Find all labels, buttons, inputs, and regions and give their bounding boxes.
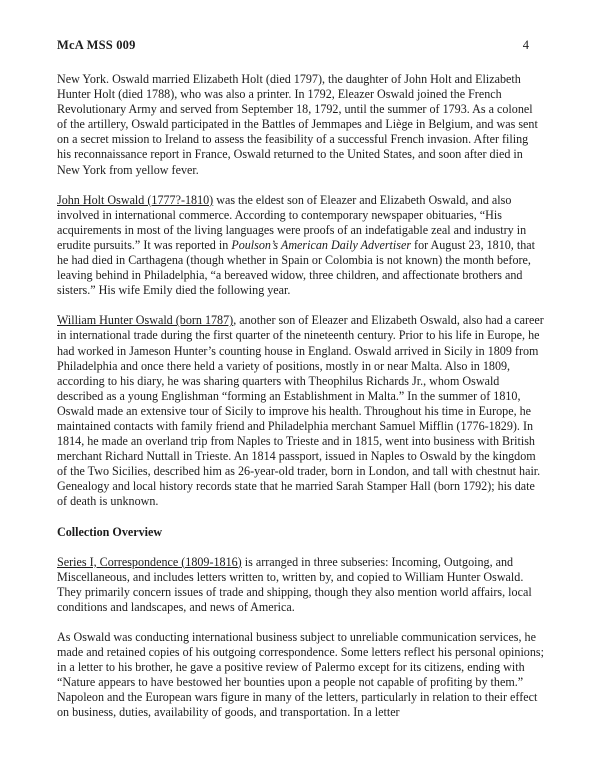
paragraph (57, 630, 545, 721)
paragraph (57, 313, 545, 509)
underlined-phrase: Series I, Correspondence (1809-1816) (57, 554, 242, 569)
collection-id: McA MSS 009 (57, 38, 136, 52)
paragraph (57, 193, 545, 299)
text-run: As Oswald was conducting international business subject to unreliable communication services, he made and retained copies of his outgoing correspondence. Some letters reflect his personal opinions; in a letter to his brother, he gave a positive review of Palermo except for its citizens, ending with “Nature appears to have bestowed her bounties upon a people not capable of profiting by them.” Napoleon and the European wars figure in many of the letters, particularly in relation to their effect on business, duties, availability of goods, and transportation. In a letter (57, 630, 544, 720)
document-body (57, 72, 545, 721)
page-header (57, 38, 545, 53)
underlined-phrase: William Hunter Oswald (born 1787) (57, 313, 234, 328)
text-run: New York. Oswald married Elizabeth Holt (died 1797), the daughter of John Holt and Elizabeth Hunter Holt (died 1788), who was also a printer. In 1792, Eleazer Oswald joined the French Revolutionary Army and served from September 18, 1792, until the summer of 1793. As a colonel of the artillery, Oswald participated in the Battles of Jemmapes and Liège in Belgium, and was sent on a secret mission to Ireland to assess the feasibility of a successful French invasion. After filing his reconnaissance report in France, Oswald returned to the United States, and soon after died in New York from yellow fever. (57, 72, 538, 177)
paragraph (57, 555, 545, 615)
text-run: was the eldest son of Eleazer and Elizabeth Oswald, and also involved in international commerce. According to contemporary newspaper obituaries, “His acquirements in most of the living languages were proofs of an indefatigable zeal and industry in erudite pursuits.” It was reported in (57, 192, 527, 252)
italic-phrase: Poulson’s American Daily Advertiser (231, 237, 412, 252)
text-run: , another son of Eleazer and Elizabeth Oswald, also had a career in international trade during the first quarter of the nineteenth century. Prior to his life in Europe, he had worked in Jameson Hunter’s counting house in England. Oswald arrived in Sicily in 1809 from Philadelphia and once there held a variety of positions, mostly in or near Malta. Also in 1809, according to his diary, he was sharing quarters with Theophilus Richards Jr., whom Oswald described as a young Englishman “forming an Establishment in Malta.” In the summer of 1810, Oswald made an extensive tour of Sicily to improve his health. Throughout his time in Europe, he maintained contacts with family friend and Philadelphia merchant Samuel Mifflin (1776-1829). In 1814, he made an overland trip from Naples to Trieste and in 1815, went into business with British merchant Richard Nuttall in Trieste. An 1814 passport, issued in Naples to Oswald by the kingdom of the Two Sicilies, described him as 26-year-old trader, born in London, and tall with chestnut hair. Genealogy and local history records state that he married Sarah Stamper Hall (born 1792); his date of death is unknown. (57, 313, 544, 509)
paragraph (57, 72, 545, 178)
text-run: for August 23, 1810, that he had died in Carthagena (though whether in Spain or Colombia is not known) the month before, leaving behind in Philadelphia, “a bereaved widow, three children, and affectionate brothers and sisters.” His wife Emily died the following year. (57, 237, 535, 298)
underlined-phrase: John Holt Oswald (1777?-1810) (57, 192, 214, 207)
text-run: is arranged in three subseries: Incoming, Outgoing, and Miscellaneous, and includes letters written to, written by, and copied to William Hunter Oswald. They primarily concern issues of trade and shipping, though they also mention world affairs, local conditions and landscapes, and news of America. (57, 554, 532, 614)
page-number: 4 (522, 38, 529, 52)
section-heading: Collection Overview (57, 524, 163, 539)
